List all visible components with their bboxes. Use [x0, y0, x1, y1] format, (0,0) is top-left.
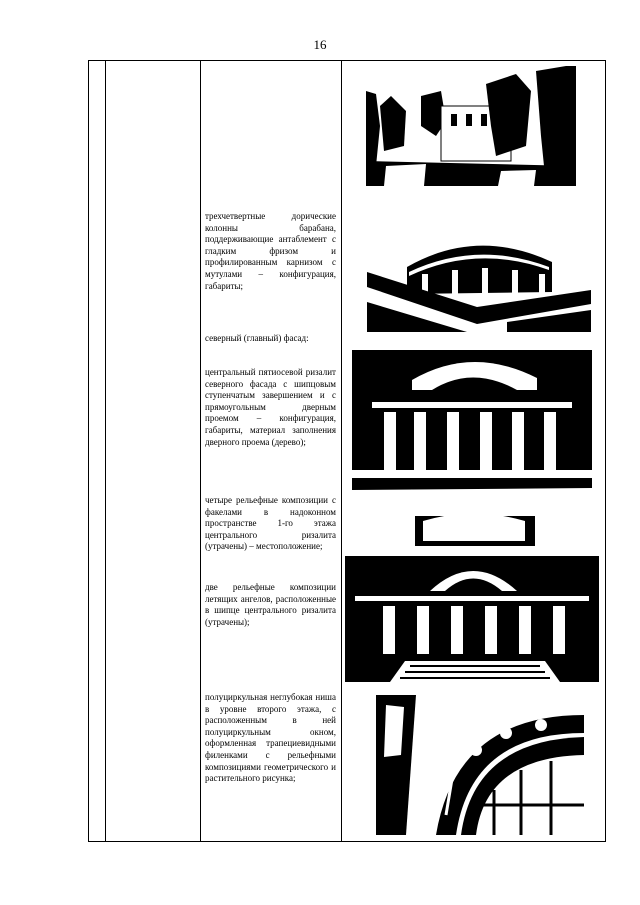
column-divider: [105, 61, 106, 841]
semicircular-niche-photo: [376, 695, 584, 835]
row-text-angel-reliefs: две рельефные композиции летящих ангелов, расположенные в шипце центрального ризалита (утрачены);: [205, 582, 336, 627]
column-divider: [200, 61, 201, 841]
row-text-torch-reliefs: четыре рельефные композиции с факелами в надоконном пространстве 1-го этажа центрального ризалита (утрачены) – местоположение;: [205, 495, 336, 552]
building-photo-park: [366, 66, 576, 186]
central-risalit-photo: [345, 516, 599, 682]
north-facade-portico-photo: [352, 350, 592, 500]
row-text-colonnade: трехчетвертные дорические колонны барабана, поддерживающие антаблемент с гладким фризом и профилированным карнизом с мутулами – конфигурация, габариты;: [205, 211, 336, 291]
row-text-semicircular-niche: полуциркульная неглубокая ниша в уровне второго этажа, с расположенным в ней полуциркульным окном, оформленная трапециевидными филенками с рельефными композициями геометрического и растительного рисунка;: [205, 692, 336, 784]
page-number: 16: [313, 37, 327, 52]
row-text-central-risalit: центральный пятиосевой ризалит северного фасада с шипцовым ступенчатым завершением и с прямоугольным дверным проемом – конфигурация, габариты, материал заполнения дверного проема (дерево);: [205, 367, 336, 447]
row-text-north-facade: северный (главный) фасад:: [205, 333, 309, 343]
drum-colonnade-photo: [367, 232, 591, 332]
column-divider: [341, 61, 342, 841]
